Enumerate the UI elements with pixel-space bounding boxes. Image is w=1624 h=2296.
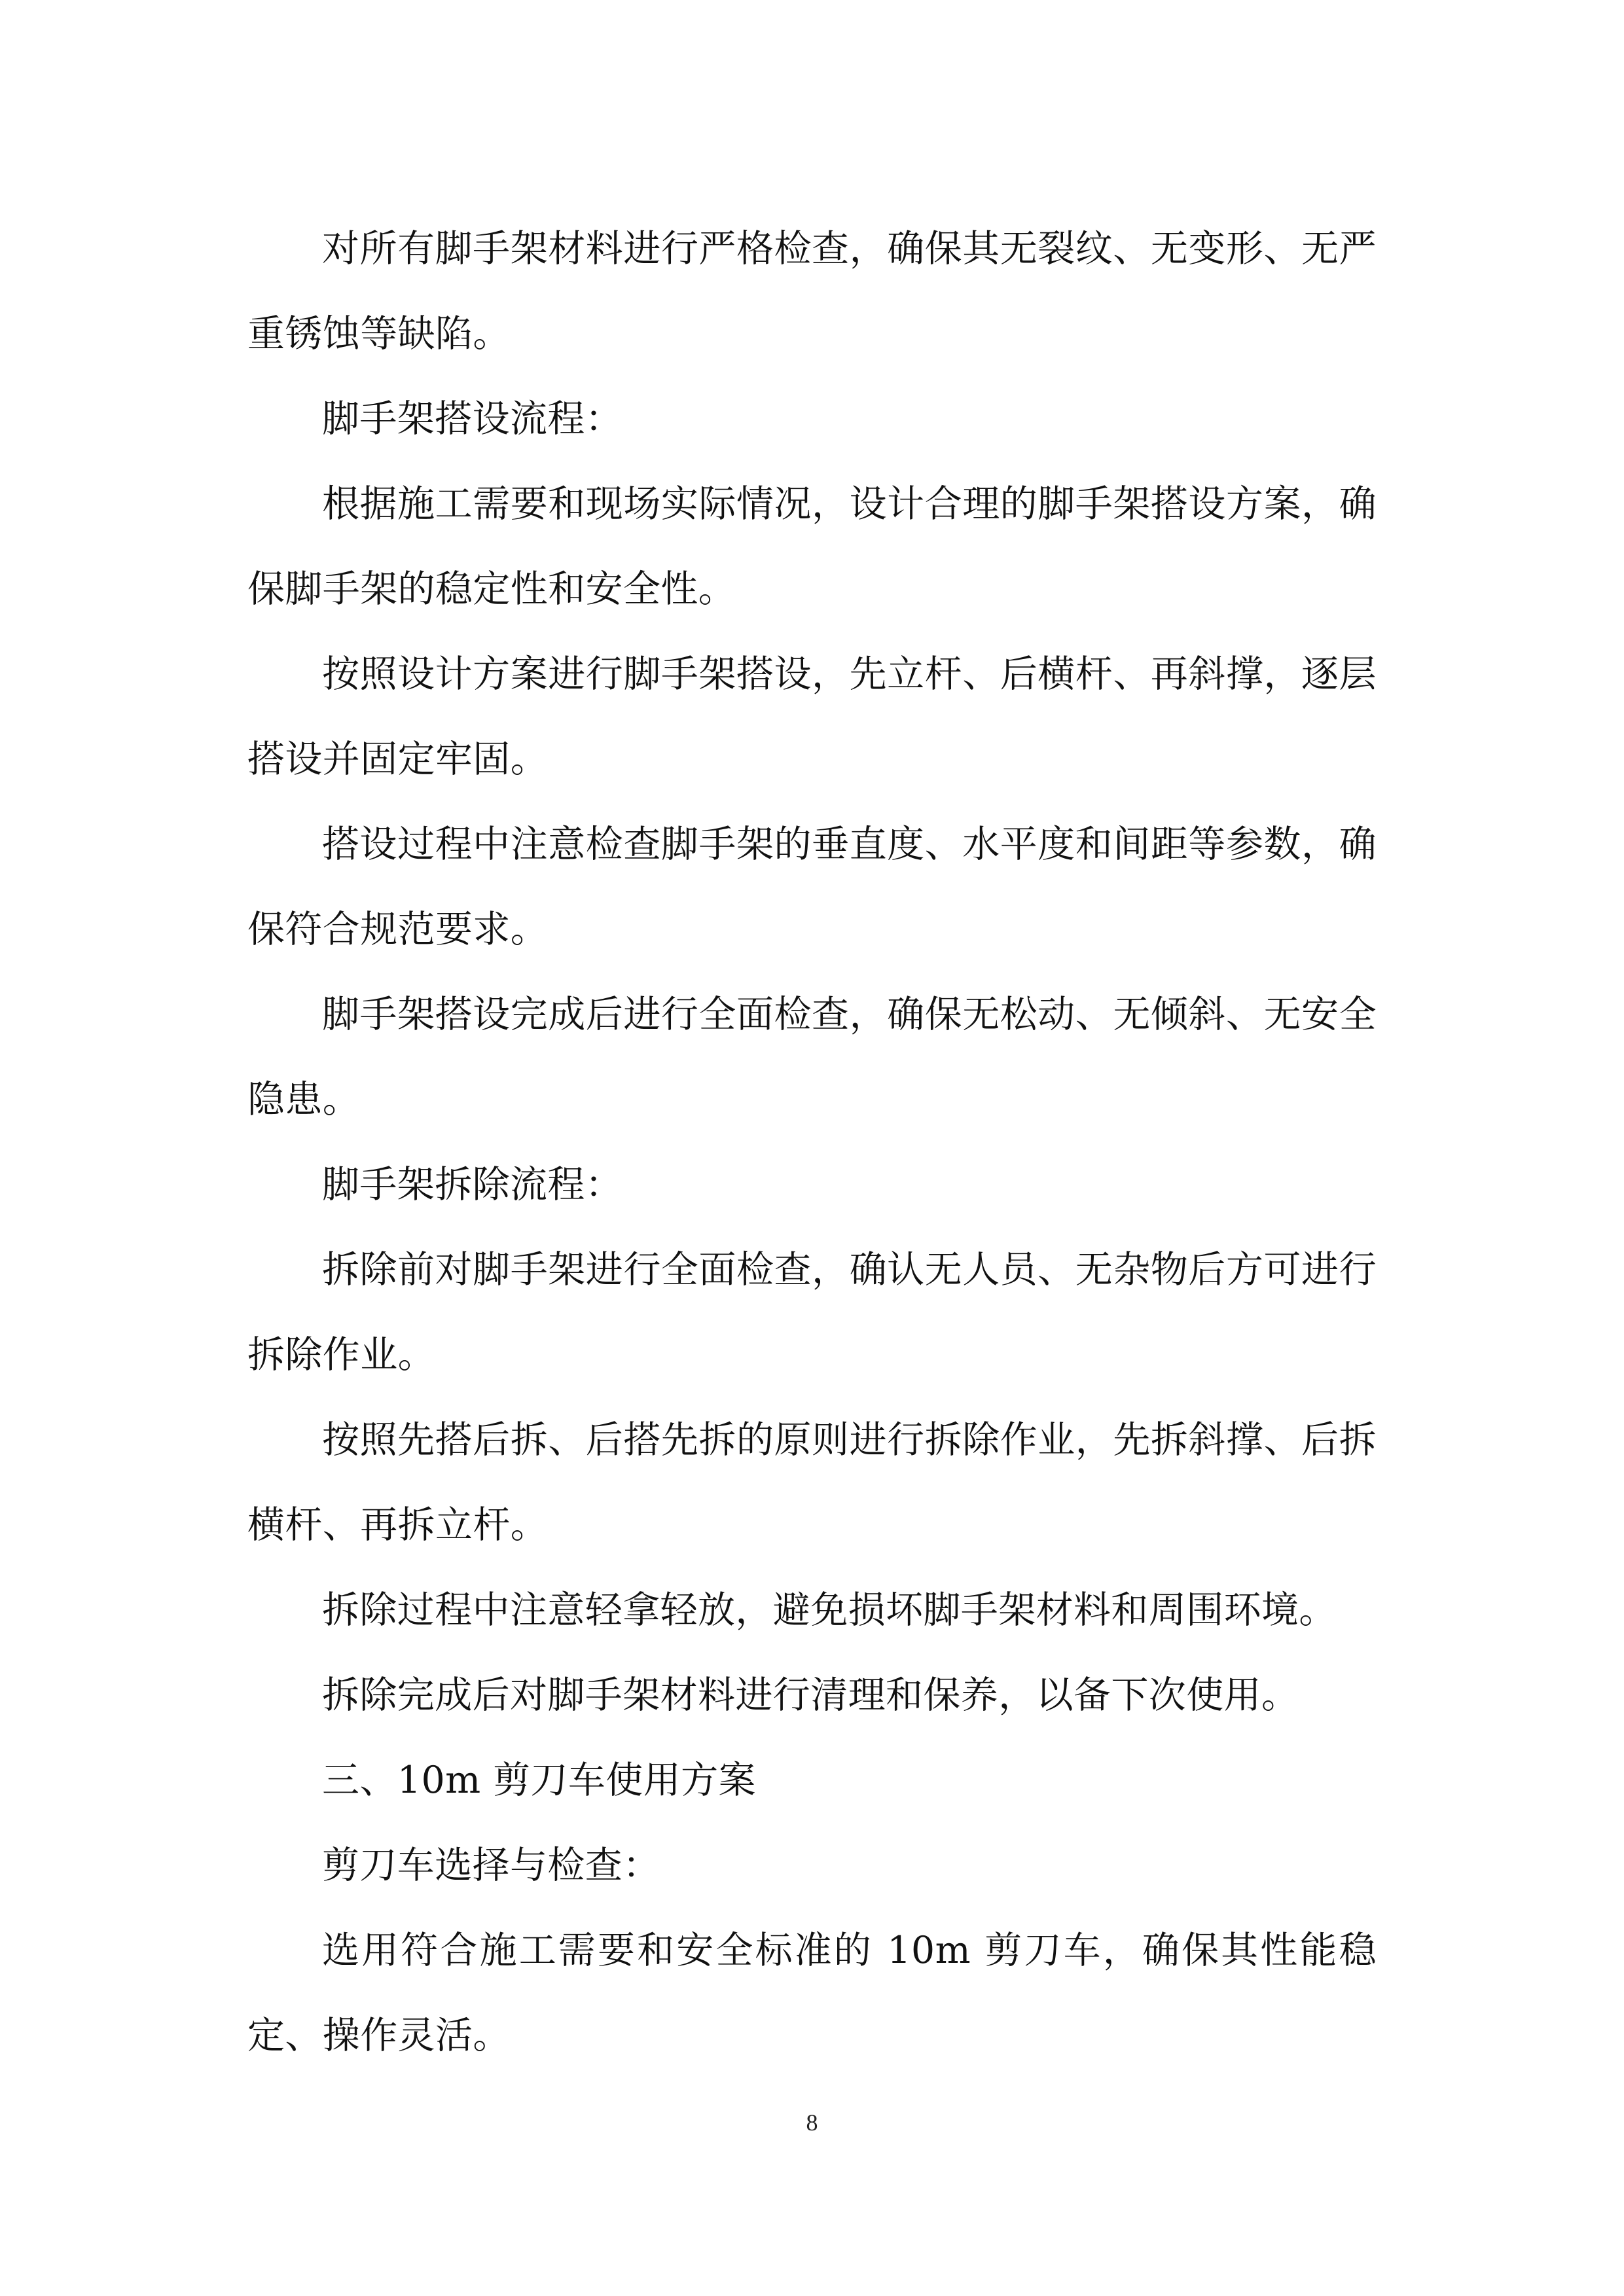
heading-dismantling-process: 脚手架拆除流程：: [322, 1163, 623, 1206]
paragraph-design-plan: 根据施工需要和现场实际情况，设计合理的脚手架搭设方案，确保脚手架的稳定性和安全性。: [247, 482, 1377, 611]
page-number: 8: [806, 2109, 818, 2136]
paragraph-maintenance: 拆除完成后对脚手架材料进行清理和保养，以备下次使用。: [322, 1674, 1299, 1717]
body-text: [247, 206, 1377, 2078]
section-heading-scissor-lift: 三、10m 剪刀车使用方案: [322, 1759, 756, 1802]
heading-erection-process: 脚手架搭设流程：: [322, 397, 623, 440]
paragraph-erection-check: 搭设过程中注意检查脚手架的垂直度、水平度和间距等参数，确保符合规范要求。: [247, 823, 1377, 951]
paragraph-lift-selection: 选用符合施工需要和安全标准的 10m 剪刀车，确保其性能稳定、操作灵活。: [247, 1929, 1377, 2057]
paragraph-erection-order: 按照设计方案进行脚手架搭设，先立杆、后横杆、再斜撑，逐层搭设并固定牢固。: [247, 653, 1377, 781]
paragraph-material-inspection: 对所有脚手架材料进行严格检查，确保其无裂纹、无变形、无严重锈蚀等缺陷。: [247, 227, 1377, 355]
paragraph-pre-dismantle-check: 拆除前对脚手架进行全面检查，确认无人员、无杂物后方可进行拆除作业。: [247, 1248, 1377, 1376]
paragraph-dismantle-care: 拆除过程中注意轻拿轻放，避免损坏脚手架材料和周围环境。: [322, 1588, 1337, 1632]
paragraph-dismantle-order: 按照先搭后拆、后搭先拆的原则进行拆除作业，先拆斜撑、后拆横杆、再拆立杆。: [247, 1418, 1377, 1547]
heading-lift-selection: 剪刀车选择与检查：: [322, 1844, 660, 1887]
paragraph-final-inspection: 脚手架搭设完成后进行全面检查，确保无松动、无倾斜、无安全隐患。: [247, 993, 1377, 1121]
